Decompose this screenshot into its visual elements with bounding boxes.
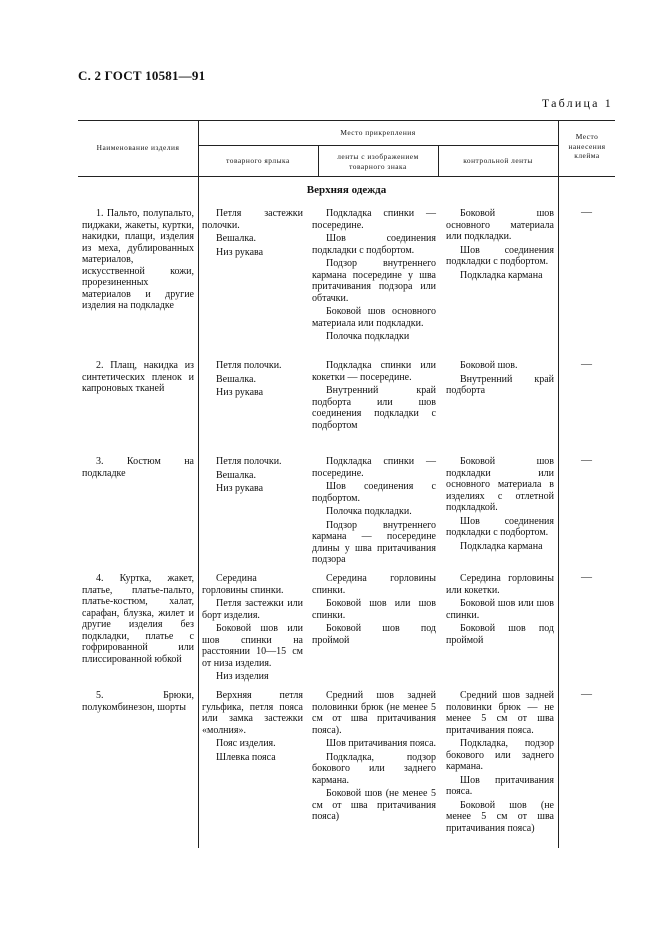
- table-row-5-tag: Верхняя петля гульфика, петля пояса или замка застежки «молния». Пояс изделия. Шлевка пояса: [202, 690, 303, 763]
- header-sub-rule: [198, 145, 558, 146]
- table-row-3-name: 3. Костюм на подкладке: [82, 456, 194, 479]
- table-row-1-trademark: Подкладка спинки — посередине. Шов соединения подкладки с подбортом. Подзор внутреннего кармана посередине у шва притачивания подзора или обтачки. Боковой шов основного материала или подкладки. Полочка подкладки: [312, 208, 436, 342]
- page-header: С. 2 ГОСТ 10581—91: [78, 68, 206, 83]
- table-row-4-name: 4. Куртка, жакет, платье, платье-пальто, платье-костюм, халат, сарафан, блузка, жилет и другие изделия без подкладки, платье с гофрированной или плиссированной юбкой: [82, 573, 194, 665]
- col-divider-2: [318, 145, 319, 176]
- table-row-3-tag: Петля полочки. Вешалка. Низ рукава: [216, 456, 282, 494]
- table-row-1-name: 1. Пальто, полупальто, пиджаки, жакеты, куртки, накидки, плащи, изделия из меха, дублированных материалов, искусственной кожи, прорезиненных материалов и другие изделия на подкладке: [82, 208, 194, 311]
- table-row-4-tag: Середина горловины спинки. Петля застежки или борт изделия. Боковой шов или шов спинки на расстоянии 10—15 см от низа изделия. Низ изделия: [202, 573, 303, 682]
- table-row-4-brand: —: [581, 571, 592, 583]
- section-title: Верхняя одежда: [306, 184, 387, 196]
- subheader-product-tag: товарного ярлыка: [226, 156, 290, 165]
- table-row-2-tag: Петля полочки. Вешалка. Низ рукава: [216, 360, 282, 398]
- table-row-1-tag: Петля застежки полочки. Вешалка. Низ рукава: [202, 208, 303, 258]
- table-row-2-brand: —: [581, 358, 592, 370]
- col-header-brand: Место нанесения клейма: [568, 132, 606, 160]
- subheader-trademark-tape: ленты с изображением товарного знака: [337, 152, 419, 171]
- table-row-2-control: Боковой шов. Внутренний край подборта: [446, 360, 554, 396]
- col-divider-3: [438, 145, 439, 176]
- table-title: Таблица 1: [541, 96, 613, 110]
- col-header-name: Наименование изделия: [96, 143, 180, 152]
- col-divider-1: [198, 120, 199, 848]
- table-row-3-control: Боковой шов подкладки или основного материала в изделиях с отлетной подкладкой. Шов соединения подкладки с подбортом. Подкладка кармана: [446, 456, 554, 552]
- table-row-4-control: Середина горловины или кокетки. Боковой шов или шов спинки. Боковой шов под проймой: [446, 573, 554, 646]
- table-row-1-control: Боковой шов основного материала или подкладки. Шов соединения подкладки с подбортом. Подкладка кармана: [446, 208, 554, 281]
- col-header-group: Место прикрепления: [340, 128, 416, 137]
- table-row-2-name: 2. Плащ, накидка из синтетических пленок и капроновых тканей: [82, 360, 194, 394]
- col-divider-4: [558, 120, 559, 848]
- table-row-5-control: Средний шов задней половинки брюк — не менее 5 см от шва притачивания пояса. Подкладка, подзор бокового или заднего кармана. Шов притачивания пояса. Боковой шов (не менее 5 см от шва притачивания пояса): [446, 690, 554, 834]
- table-row-5-trademark: Средний шов задней половинки брюк (не менее 5 см от шва притачивания пояса). Шов притачивания пояса. Подкладка, подзор бокового или заднего кармана. Боковой шов (не менее 5 см от шва притачивания пояса): [312, 690, 437, 822]
- table-row-3-trademark: Подкладка спинки — посередине. Шов соединения с подбортом. Полочка подкладки. Подзор внутреннего кармана — посередине длины у шва притачивания подзора: [312, 456, 436, 565]
- table-row-2-trademark: Подкладка спинки или кокетки — посередине. Внутренний край подборта или шов соединения подкладки с подбортом: [312, 360, 436, 431]
- table-row-1-brand: —: [581, 206, 592, 218]
- table-row-3-brand: —: [581, 454, 592, 466]
- header-bottom-rule: [78, 176, 615, 177]
- subheader-control-tape: контрольной ленты: [463, 156, 533, 165]
- table-top-rule: [78, 120, 615, 121]
- table-row-4-trademark: Середина горловины спинки. Боковой шов или шов спинки. Боковой шов под проймой: [312, 573, 436, 646]
- table-row-5-name: 5. Брюки, полукомбинезон, шорты: [82, 690, 194, 713]
- table-row-5-brand: —: [581, 688, 592, 700]
